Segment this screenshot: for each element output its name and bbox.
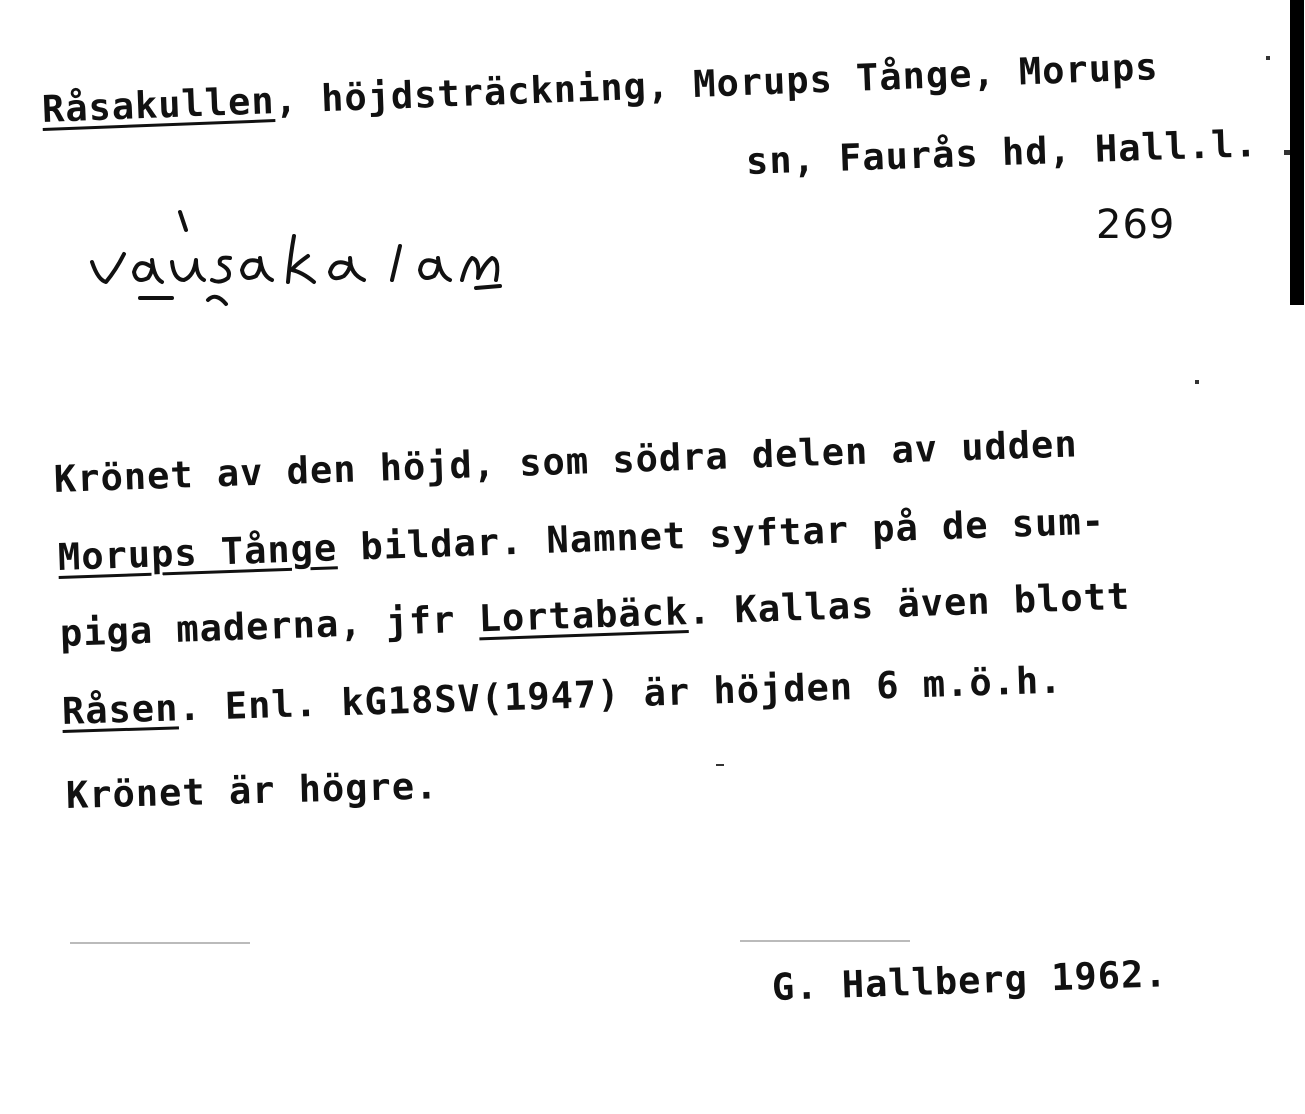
body-line-4-rest: . Enl. kG18SV(1947) är höjden 6 m.ö.h. <box>177 658 1064 730</box>
header-line-1 <box>41 45 1159 131</box>
scan-speck <box>1195 380 1199 384</box>
body-line-2 <box>57 499 1105 579</box>
body-line-5: Krönet är högre. <box>65 764 439 817</box>
link-lortaback: Lortabäck <box>477 590 689 641</box>
scan-speck <box>70 942 250 944</box>
body-line-2-rest: bildar. Namnet syftar på de sum- <box>336 499 1106 570</box>
header-line-1-rest: , höjdsträckning, Morups Tånge, Morups <box>273 45 1160 123</box>
parish-district: sn, Faurås hd, Hall.l. <box>745 122 1259 183</box>
entry-name: Råsakullen <box>41 79 276 131</box>
scan-speck <box>1284 150 1290 155</box>
link-morups-tange: Morups Tånge <box>57 526 338 579</box>
scan-speck <box>1266 56 1270 60</box>
body-line-3-pre: piga maderna, jfr <box>59 597 480 655</box>
body-line-1: Krönet av den höjd, som södra delen av udden <box>53 422 1079 501</box>
card-number: 269 <box>1096 202 1176 248</box>
scan-speck <box>740 940 910 942</box>
link-rasen: Råsen <box>61 686 180 733</box>
header-line-2 <box>745 122 1258 183</box>
signature: G. Hallberg 1962. <box>771 952 1169 1009</box>
body-line-3 <box>59 575 1131 655</box>
body-line-4 <box>61 659 1063 733</box>
card-edge-shadow <box>1290 0 1304 305</box>
scan-speck <box>716 764 724 766</box>
body-line-3-rest: . Kallas även blott <box>687 574 1131 634</box>
handwritten-pronunciation <box>80 200 620 310</box>
